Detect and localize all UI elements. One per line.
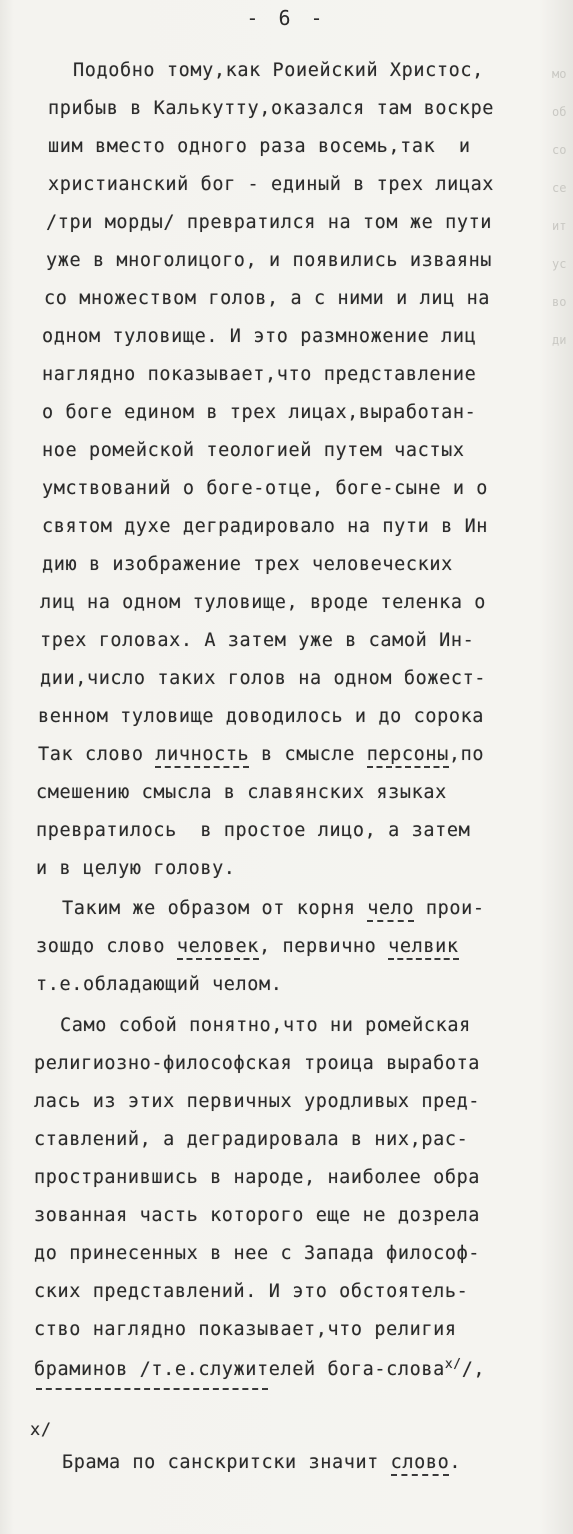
text-run: Таким же образом от корня xyxy=(62,898,368,919)
text-line: со множеством голов, а с ними и лиц на xyxy=(44,288,491,309)
text-line: наглядно показывает,что представление xyxy=(42,364,477,385)
text-line: смешению смысла в славянских языках xyxy=(36,782,447,803)
text-line: святом духе деградировало на пути в Ин xyxy=(42,516,489,537)
text-line-with-underlines xyxy=(36,936,459,957)
underlined-word: человек xyxy=(177,936,259,960)
underlined-word: чело xyxy=(367,898,414,922)
text-run: Так слово xyxy=(38,744,156,765)
text-line-with-underlines xyxy=(62,898,485,919)
text-line: венном туловище доводилось и до сорока xyxy=(38,706,485,727)
text-line: и в целую голову. xyxy=(36,858,236,879)
text-run: . xyxy=(449,1452,462,1473)
text-line: о боге едином в трех лицах,выработан- xyxy=(42,402,477,423)
text-line: /три морды/ превратился на том же пути xyxy=(46,212,493,233)
text-line: до принесенных в нее с Запада философ- xyxy=(34,1243,481,1264)
underline-rule xyxy=(36,1388,268,1390)
footnote-marker: x/ xyxy=(30,1420,52,1440)
text-run: , первично xyxy=(259,936,389,957)
underlined-word: личность xyxy=(155,744,249,768)
text-line-with-footnote-mark xyxy=(34,1357,485,1380)
text-line: лась из этих первичных уродливых пред- xyxy=(34,1091,481,1112)
text-line: умствований о боге-отце, боге-сыне и о xyxy=(42,478,489,499)
text-line: т.е.обладающий челом. xyxy=(36,974,283,995)
text-line: Подобно тому,как Роиейский Христос, xyxy=(73,60,484,81)
underlined-word: персоны xyxy=(367,744,449,768)
text-line: уже в многолицого, и появились изваяны xyxy=(46,250,493,271)
text-line: прибыв в Калькутту,оказался там воскре xyxy=(48,98,495,119)
text-line: превратилось в простое лицо, а затем xyxy=(36,820,471,841)
text-line: зованная часть которого еще не дозрела xyxy=(34,1205,481,1226)
page-number: - 6 - xyxy=(246,6,327,30)
footnote-text xyxy=(62,1452,461,1473)
underlined-word: слово xyxy=(391,1452,450,1476)
text-line: шим вместо одного раза восемь,так и xyxy=(48,136,471,157)
text-run: прои- xyxy=(414,898,485,919)
footnote-reference: x/ xyxy=(444,1357,462,1372)
text-run: в смысле xyxy=(249,744,367,765)
text-run: /, xyxy=(461,1359,486,1381)
text-line: христианский бог - единый в трех лицах xyxy=(48,174,495,195)
text-line: пространившись в народе, наиболее обра xyxy=(34,1167,481,1188)
text-line: ство наглядно показывает,что религия xyxy=(34,1319,457,1340)
text-line: ное ромейской теологией путем частых xyxy=(42,440,465,461)
text-line: ских представлений. И это обстоятель- xyxy=(34,1281,469,1302)
text-line: дию в изображение трех человеческих xyxy=(42,554,453,575)
text-line: религиозно-философская троица выработа xyxy=(34,1053,481,1074)
text-line: ставлений, а деградировала в них,рас- xyxy=(34,1129,469,1150)
text-run: зошдо слово xyxy=(36,936,177,957)
text-line: лиц на одном туловище, вроде теленка о xyxy=(40,592,487,613)
text-line-with-underlines xyxy=(38,744,484,765)
text-run: ,по xyxy=(448,744,485,765)
text-run: Брама по санскритски значит xyxy=(62,1452,391,1473)
margin-bleed-through: мо об со се ит ус во ди xyxy=(552,67,567,347)
text-line: одном туловище. И это размножение лиц xyxy=(42,326,477,347)
underlined-word: челвик xyxy=(388,936,458,960)
text-line: Само собой понятно,что ни ромейская xyxy=(60,1015,471,1036)
text-line: трех головах. А затем уже в самой Ин- xyxy=(40,630,475,651)
text-run: браминов /т.е.служителей бога-слова xyxy=(34,1359,445,1381)
text-line: дии,число таких голов на одном божест- xyxy=(40,668,487,689)
